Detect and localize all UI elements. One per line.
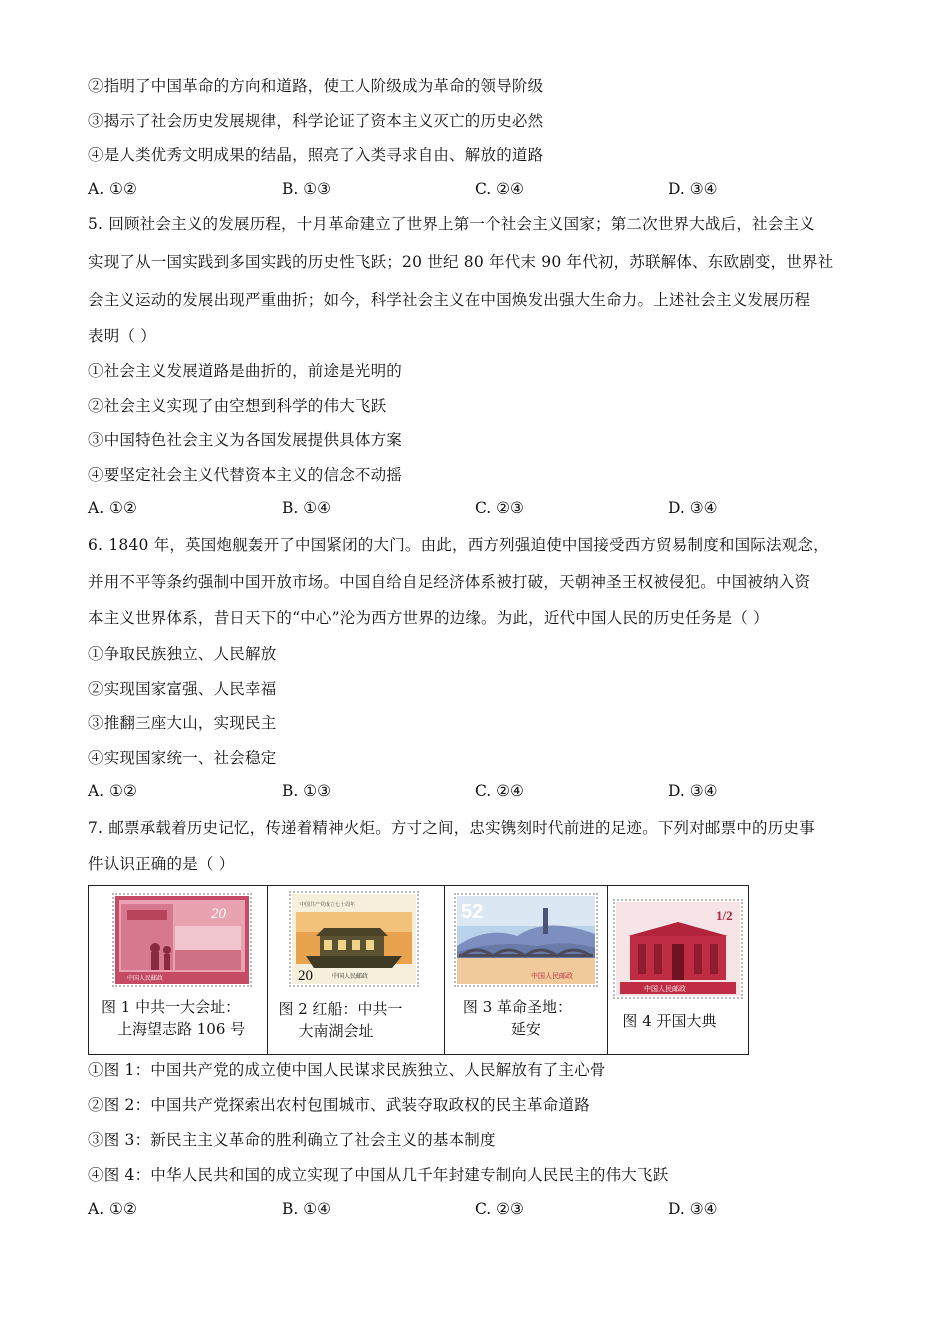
stamp-2-value: 20	[298, 968, 314, 984]
q5-stem-line-1: 5. 回顾社会主义的发展历程，十月革命建立了世界上第一个社会主义国家；第二次世界大战后，社会主义	[88, 215, 815, 233]
stamp-4-country: 中国人民邮政	[644, 985, 687, 993]
stamp-4-value: 1/2	[716, 908, 734, 923]
stamp-4-caption-line-1: 图 4 开国大典	[622, 1012, 717, 1030]
q5-option-b[interactable]: B. ①④	[282, 499, 332, 517]
q6-option-c[interactable]: C. ②④	[475, 782, 524, 800]
q6-stem-line-3: 本主义世界体系，昔日天下的“中心”沦为西方世界的边缘。为此，近代中国人民的历史任务是（ ）	[88, 609, 769, 627]
q5-option-c[interactable]: C. ②③	[475, 499, 524, 517]
stamp-2-country: 中国人民邮政	[332, 973, 369, 980]
stamp-4-image	[616, 902, 740, 996]
stamp-2-caption-line-1: 图 2 红船：中共一	[278, 1000, 403, 1018]
stamp-2-caption-line-2: 大南湖会址	[298, 1022, 374, 1040]
q6-options	[88, 782, 868, 802]
q5-options	[88, 499, 868, 519]
stamp-cell-3	[445, 886, 609, 1054]
q4-option-d[interactable]: D. ③④	[668, 180, 718, 198]
q7-item-1: ①图 1：中国共产党的成立使中国人民谋求民族独立、人民解放有了主心骨	[88, 1061, 606, 1079]
q5-item-2: ②社会主义实现了由空想到科学的伟大飞跃	[88, 397, 387, 415]
stamp-1-country: 中国人民邮政	[127, 975, 164, 982]
q5-stem-line-3: 会主义运动的发展出现严重曲折；如今，科学社会主义在中国焕发出强大生命力。上述社会主义发展历程	[88, 291, 811, 309]
q6-option-a[interactable]: A. ①②	[88, 782, 137, 800]
q6-item-2: ②实现国家富强、人民幸福	[88, 680, 277, 698]
stamp-cell-4	[608, 886, 748, 1054]
q6-stem-line-1: 6. 1840 年，英国炮舰轰开了中国紧闭的大门。由此，西方列强迫使中国接受西方贸易制度和国际法观念，	[88, 536, 829, 554]
q5-stem-line-2: 实现了从一国实践到多国实践的历史性飞跃；20 世纪 80 年代末 90 年代初，苏联解体、东欧剧变，世界社	[88, 253, 834, 271]
q6-option-b[interactable]: B. ①③	[282, 782, 332, 800]
q6-item-4: ④实现国家统一、社会稳定	[88, 749, 277, 767]
q4-option-c[interactable]: C. ②④	[475, 180, 524, 198]
q4-item-3: ③揭示了社会历史发展规律，科学论证了资本主义灭亡的历史必然	[88, 112, 544, 130]
q4-options	[88, 180, 868, 200]
q6-item-1: ①争取民族独立、人民解放	[88, 645, 277, 663]
stamp-2-illustration	[292, 894, 416, 984]
q6-item-3: ③推翻三座大山，实现民主	[88, 714, 277, 732]
q5-stem-line-4: 表明（ ）	[88, 327, 156, 345]
stamp-cell-2	[268, 886, 444, 1054]
q6-option-d[interactable]: D. ③④	[668, 782, 718, 800]
q4-item-4: ④是人类优秀文明成果的结晶，照亮了入类寻求自由、解放的道路	[88, 146, 544, 164]
q5-item-1: ①社会主义发展道路是曲折的，前途是光明的	[88, 362, 403, 380]
q4-item-2: ②指明了中国革命的方向和道路，使工人阶级成为革命的领导阶级	[88, 77, 544, 95]
q4-option-b[interactable]: B. ①③	[282, 180, 332, 198]
q7-option-c[interactable]: C. ②③	[475, 1200, 524, 1218]
stamp-3-caption-line-1: 图 3 革命圣地：	[462, 998, 573, 1016]
stamp-1-illustration	[115, 896, 249, 984]
stamp-3-caption-line-2: 延安	[510, 1020, 541, 1038]
q5-option-a[interactable]: A. ①②	[88, 499, 137, 517]
stamp-cell-1	[89, 886, 268, 1054]
q7-item-4: ④图 4：中华人民共和国的成立实现了中国从几千年封建专制向人民民主的伟大飞跃	[88, 1166, 669, 1184]
q7-item-2: ②图 2：中国共产党探索出农村包围城市、武装夺取政权的民主革命道路	[88, 1096, 590, 1114]
q4-option-a[interactable]: A. ①②	[88, 180, 137, 198]
stamp-3-illustration	[457, 896, 595, 984]
q7-item-3: ③图 3：新民主主义革命的胜利确立了社会主义的基本制度	[88, 1131, 496, 1149]
q5-option-d[interactable]: D. ③④	[668, 499, 718, 517]
q7-stem-line-1: 7. 邮票承载着历史记忆，传递着精神火炬。方寸之间，忠实镌刻时代前进的足迹。下列对邮票中的历史事	[88, 819, 815, 837]
stamp-3-image	[457, 896, 595, 984]
stamp-2-image	[292, 894, 416, 984]
q7-stem-line-2: 件认识正确的是（ ）	[88, 855, 235, 873]
stamp-3-value: 52	[460, 901, 484, 923]
stamp-4-illustration	[616, 902, 740, 996]
stamp-3-country: 中国人民邮政	[530, 972, 573, 980]
q5-item-3: ③中国特色社会主义为各国发展提供具体方案	[88, 431, 403, 449]
stamp-1-caption-line-2: 上海望志路 106 号	[117, 1020, 246, 1038]
q7-option-b[interactable]: B. ①④	[282, 1200, 332, 1218]
q6-stem-line-2: 并用不平等条约强制中国开放市场。中国自给自足经济体系被打破，天朝神圣王权被侵犯。中国被纳入资	[88, 573, 811, 591]
q7-option-a[interactable]: A. ①②	[88, 1200, 137, 1218]
stamp-1-image	[115, 896, 249, 984]
stamp-table	[88, 885, 749, 1055]
svg-text:中国共产党成立七十周年: 中国共产党成立七十周年	[300, 902, 356, 908]
q5-item-4: ④要坚定社会主义代替资本主义的信念不动摇	[88, 466, 403, 484]
q7-option-d[interactable]: D. ③④	[668, 1200, 718, 1218]
q7-options	[88, 1200, 868, 1220]
stamp-1-caption-line-1: 图 1 中共一大会址：	[101, 998, 241, 1016]
stamp-1-value: 20	[211, 906, 226, 922]
